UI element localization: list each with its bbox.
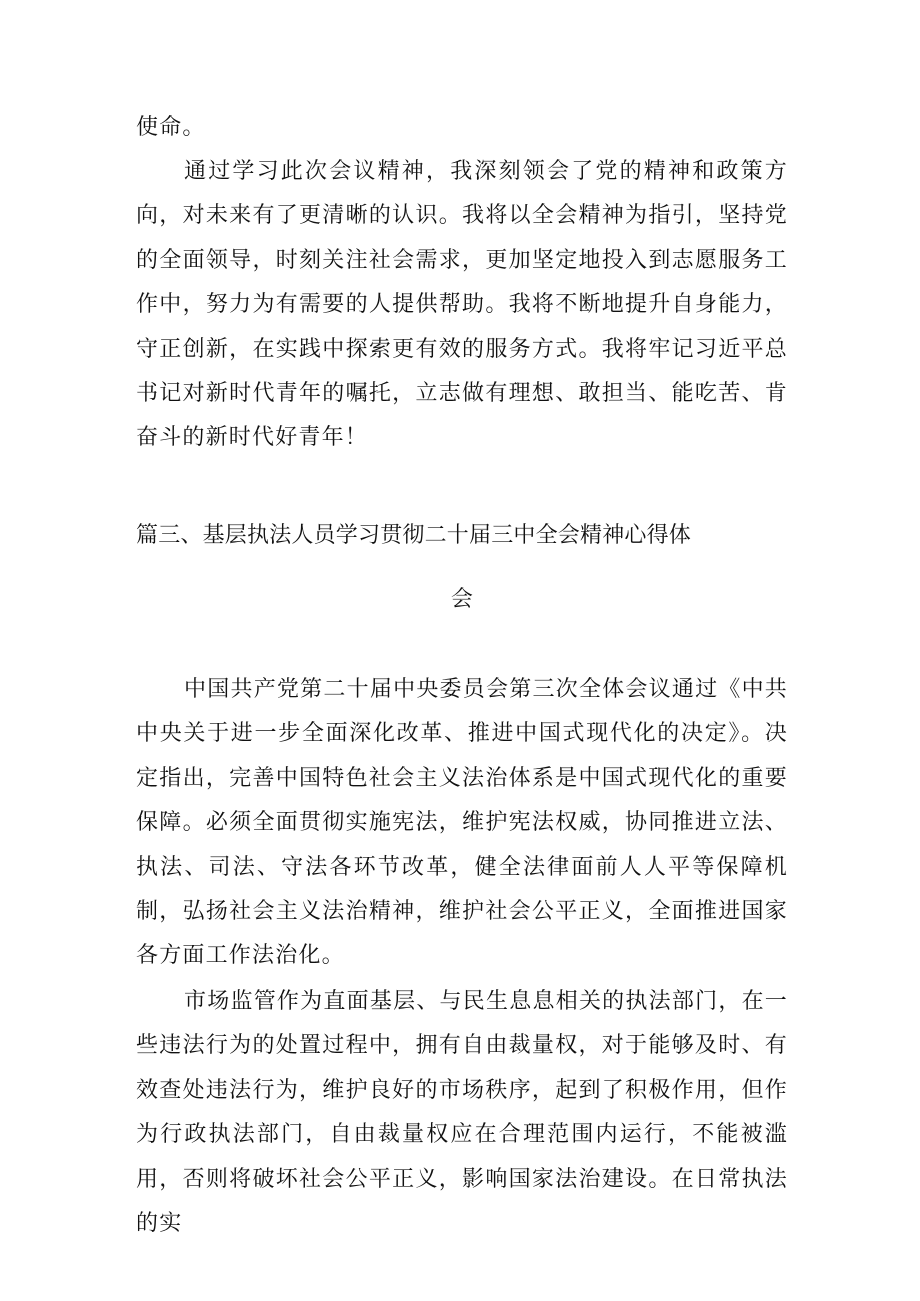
section-heading-line2: 会 xyxy=(450,587,474,612)
paragraph-continuation: 使命。 xyxy=(136,115,206,140)
section-heading-line1: 篇三、基层执法人员学习贯彻二十届三中全会精神心得体 xyxy=(136,523,692,548)
section-heading xyxy=(136,504,788,632)
paragraph-plenary-decision: 中国共产党第二十届中央委员会第三次全体会议通过《中共中央关于进一步全面深化改革、推进中国式现代化的决定》。决定指出，完善中国特色社会主义法治体系是中国式现代化的重要保障。必须全面贯彻实施宪法，维护宪法权威，协同推进立法、执法、司法、守法各环节改革，健全法律面前人人平等保障机制，弘扬社会主义法治精神，维护社会公平正义，全面推进国家各方面工作法治化。 xyxy=(136,677,788,969)
paragraph-market-supervision: 市场监管作为直面基层、与民生息息相关的执法部门，在一些违法行为的处置过程中，拥有自由裁量权，对于能够及时、有效查处违法行为，维护良好的市场秩序，起到了积极作用，但作为行政执法部门，自由裁量权应在合理范围内运行，不能被滥用，否则将破坏社会公平正义，影响国家法治建设。在日常执法的实 xyxy=(136,989,788,1237)
paragraph-study-reflection: 通过学习此次会议精神，我深刻领会了党的精神和政策方向，对未来有了更清晰的认识。我将以全会精神为指引，坚持党的全面领导，时刻关注社会需求，更加坚定地投入到志愿服务工作中，努力为有需要的人提供帮助。我将不断地提升自身能力，守正创新，在实践中探索更有效的服务方式。我将牢记习近平总书记对新时代青年的嘱托，立志做有理想、敢担当、能吃苦、肯奋斗的新时代好青年！ xyxy=(136,159,788,451)
